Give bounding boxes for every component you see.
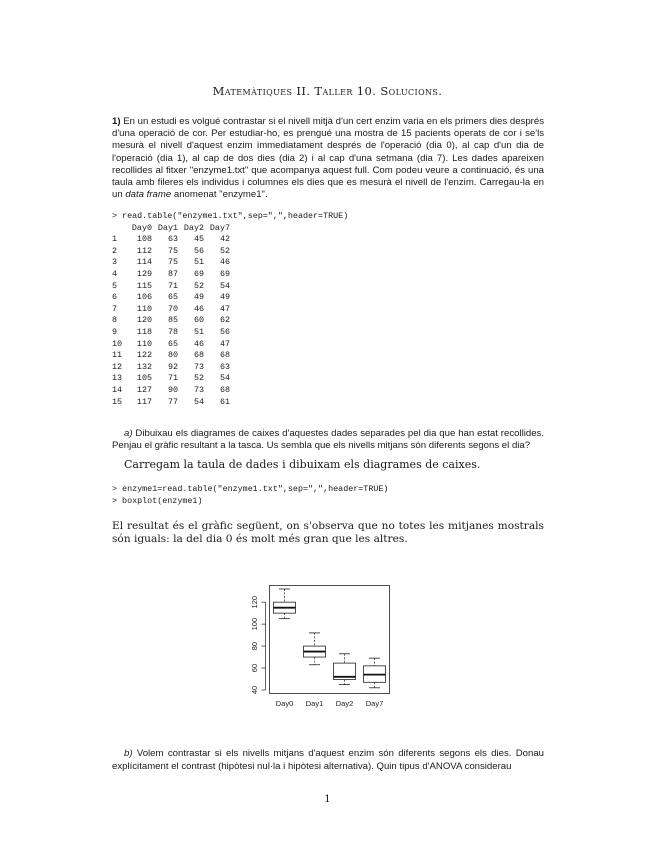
y-tick-label: 40 xyxy=(250,685,259,695)
table-cell: 54 xyxy=(219,373,230,384)
table-cell: 110 xyxy=(136,338,152,349)
table-cell: 54 xyxy=(193,396,204,407)
table-cell: 122 xyxy=(136,350,152,361)
column-header: Day0 xyxy=(131,222,152,233)
table-cell: 47 xyxy=(219,338,230,349)
code-block-boxplot xyxy=(112,484,388,507)
table-row xyxy=(112,315,230,327)
table-cell: 106 xyxy=(136,292,152,303)
question-a xyxy=(112,428,544,452)
table-row xyxy=(112,350,230,362)
problem-1-statement xyxy=(112,116,544,201)
question-b-label: b) xyxy=(124,748,133,759)
question-a-label: a) xyxy=(124,428,133,439)
table-cell: 51 xyxy=(193,326,204,337)
table-row xyxy=(112,281,230,293)
table-cell: 65 xyxy=(167,338,178,349)
column-header: Day2 xyxy=(183,222,204,233)
row-index: 1 xyxy=(112,234,118,245)
table-cell: 45 xyxy=(193,234,204,245)
table-cell: 129 xyxy=(136,268,152,279)
boxplot-chart xyxy=(245,580,395,710)
table-cell: 75 xyxy=(167,245,178,256)
table-row xyxy=(112,362,230,374)
table-cell: 61 xyxy=(219,396,230,407)
table-cell: 115 xyxy=(136,280,152,291)
page-number: 1 xyxy=(324,793,331,805)
table-cell: 51 xyxy=(193,257,204,268)
row-index: 13 xyxy=(112,373,123,384)
table-cell: 69 xyxy=(219,268,230,279)
table-cell: 127 xyxy=(136,384,152,395)
row-index: 6 xyxy=(112,292,118,303)
table-cell: 73 xyxy=(193,384,204,395)
table-cell: 56 xyxy=(193,245,204,256)
table-row xyxy=(112,373,230,385)
question-a-text: Dibuixau els diagrames de caixes d'aquestes dades separades pel dia que han estat recollides. Penjau el gràfic resultant a la tasca. Us sembla que els nivells mitjans són diferents segons el dia? xyxy=(112,428,544,452)
row-index: 4 xyxy=(112,268,118,279)
table-row xyxy=(112,246,230,258)
table-cell: 90 xyxy=(167,384,178,395)
table-cell: 71 xyxy=(167,280,178,291)
table-cell: 68 xyxy=(219,350,230,361)
table-cell: 114 xyxy=(136,257,152,268)
table-header-row xyxy=(112,223,230,235)
table-cell: 42 xyxy=(219,234,230,245)
x-tick-label: Day2 xyxy=(335,699,354,708)
row-index: 9 xyxy=(112,326,118,337)
problem-text-italic: data frame xyxy=(125,189,172,201)
table-cell: 46 xyxy=(193,303,204,314)
box-day2 xyxy=(334,654,356,685)
table-cell: 46 xyxy=(219,257,230,268)
y-tick-label: 100 xyxy=(250,617,259,631)
column-header: Day1 xyxy=(157,222,178,233)
table-row xyxy=(112,234,230,246)
table-cell: 52 xyxy=(193,280,204,291)
table-cell: 49 xyxy=(219,292,230,303)
table-cell: 63 xyxy=(219,361,230,372)
table-row xyxy=(112,385,230,397)
table-cell: 112 xyxy=(136,245,152,256)
table-cell: 110 xyxy=(136,303,152,314)
x-tick-label: Day0 xyxy=(275,699,294,708)
table-cell: 46 xyxy=(193,338,204,349)
question-b-text: Volem contrastar si els nivells mitjans d'aquest enzim són diferents segons els dies. Donau explícitament el contrast (hipòtesi nul·la i hipòtesi alternativa). Quin tipus d'ANOVA considerau xyxy=(112,748,544,772)
row-index: 10 xyxy=(112,338,123,349)
table-cell: 92 xyxy=(167,361,178,372)
code-line-boxplot: > boxplot(enzyme1) xyxy=(112,495,203,506)
table-row xyxy=(112,339,230,351)
y-tick-label: 80 xyxy=(250,641,259,651)
y-tick-label: 120 xyxy=(250,595,259,609)
row-index: 11 xyxy=(112,350,123,361)
row-index: 7 xyxy=(112,303,118,314)
row-index: 15 xyxy=(112,396,123,407)
box-day1 xyxy=(304,633,326,665)
boxplot-figure xyxy=(245,580,395,715)
table-cell: 78 xyxy=(167,326,178,337)
answer-a-intro: Carregam la taula de dades i dibuixam els diagrames de caixes. xyxy=(124,458,481,471)
table-cell: 75 xyxy=(167,257,178,268)
table-row xyxy=(112,269,230,281)
table-cell: 117 xyxy=(136,396,152,407)
table-cell: 52 xyxy=(219,245,230,256)
table-cell: 47 xyxy=(219,303,230,314)
table-cell: 49 xyxy=(193,292,204,303)
table-cell: 132 xyxy=(136,361,152,372)
table-cell: 60 xyxy=(193,315,204,326)
table-cell: 118 xyxy=(136,326,152,337)
table-cell: 108 xyxy=(136,234,152,245)
box-day7 xyxy=(364,658,386,688)
code-command: > read.table("enzyme1.txt",sep=",",header=TRUE) xyxy=(112,211,349,221)
row-name-header xyxy=(112,223,126,235)
page-title: Matemàtiques II. Taller 10. Solucions. xyxy=(212,84,443,98)
code-block-read-table xyxy=(112,211,348,408)
table-cell: 70 xyxy=(167,303,178,314)
problem-text-1: En un estudi es volgué contrastar si el nivell mitjà d'un cert enzim varia en els primers dies després d'una operació de cor. Per estudiar-ho, es prengué una mostra de 15 pacients operats de cor i se'ls mesurà el nivell d'aquest enzim immediatament després de l'operació (dia 0), al cap d'un dia de l'operació (dia 1), al cap de dos dies (dia 2) i al cap d'una setmana (dia 7). Les dades apareixen recollides al fitxer "enzyme1.txt" que acompanya aquest full. Com podeu veure a continuació, és una taula amb fileres els individus i columnes els dies que es mesurà el nivell de l'enzim. Carregau-la en un xyxy=(112,116,544,201)
table-row xyxy=(112,304,230,316)
table-cell: 56 xyxy=(219,326,230,337)
table-cell: 105 xyxy=(136,373,152,384)
table-cell: 68 xyxy=(193,350,204,361)
problem-number: 1) xyxy=(112,116,121,127)
table-cell: 87 xyxy=(167,268,178,279)
table-cell: 54 xyxy=(219,280,230,291)
row-index: 5 xyxy=(112,280,118,291)
table-cell: 62 xyxy=(219,315,230,326)
row-index: 14 xyxy=(112,384,123,395)
table-cell: 52 xyxy=(193,373,204,384)
table-row xyxy=(112,327,230,339)
row-index: 3 xyxy=(112,257,118,268)
table-cell: 69 xyxy=(193,268,204,279)
data-table xyxy=(112,223,230,409)
x-tick-label: Day1 xyxy=(305,699,324,708)
table-cell: 80 xyxy=(167,350,178,361)
problem-text-2: anomenat "enzyme1". xyxy=(171,189,268,201)
table-cell: 73 xyxy=(193,361,204,372)
table-row xyxy=(112,292,230,304)
x-tick-label: Day7 xyxy=(365,699,384,708)
question-b xyxy=(112,748,544,773)
column-header: Day7 xyxy=(209,222,230,233)
table-cell: 120 xyxy=(136,315,152,326)
table-cell: 71 xyxy=(167,373,178,384)
result-text: El resultat és el gràfic següent, on s'observa que no totes les mitjanes mostrals són iguals: la del dia 0 és molt més gran que les altres. xyxy=(112,520,544,546)
table-cell: 65 xyxy=(167,292,178,303)
table-cell: 68 xyxy=(219,384,230,395)
box-day0 xyxy=(274,589,296,619)
row-index: 8 xyxy=(112,315,118,326)
row-index: 2 xyxy=(112,245,118,256)
table-cell: 85 xyxy=(167,315,178,326)
table-cell: 77 xyxy=(167,396,178,407)
table-row xyxy=(112,397,230,409)
row-index: 12 xyxy=(112,361,123,372)
table-cell: 63 xyxy=(167,234,178,245)
table-row xyxy=(112,257,230,269)
y-tick-label: 60 xyxy=(250,663,259,673)
code-line-read: > enzyme1=read.table("enzyme1.txt",sep=",",header=TRUE) xyxy=(112,484,389,494)
